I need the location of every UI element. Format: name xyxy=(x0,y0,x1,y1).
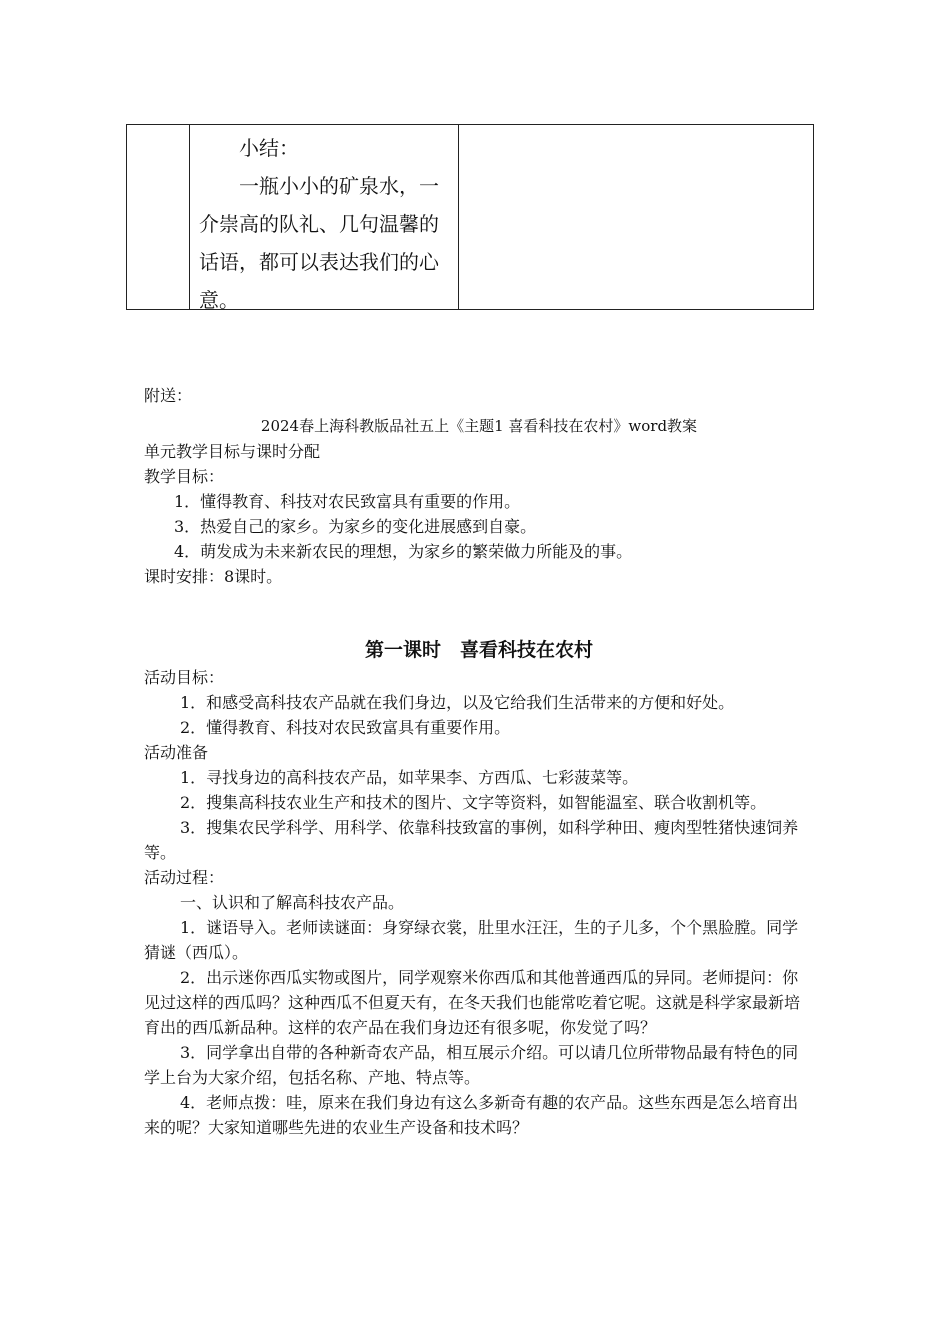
summary-text: 一瓶小小的矿泉水，一介崇高的队礼、几句温馨的话语，都可以表达我们的心意。 xyxy=(199,174,439,312)
process-item: 3．同学拿出自带的各种新奇农产品，相互展示介绍。可以请几位所带物品最有特色的同学上台为大家介绍，包括名称、产地、特点等。 xyxy=(144,1043,799,1087)
table-cell-empty xyxy=(459,125,813,309)
process-item: 一、认识和了解高科技农产品。 xyxy=(180,893,405,912)
goal-item: 3．热爱自己的家乡。为家乡的变化进展感到自豪。 xyxy=(174,517,537,536)
unit-heading: 单元教学目标与课时分配 xyxy=(144,442,321,461)
prep-label: 活动准备 xyxy=(144,743,209,762)
schedule-text: 课时安排：8课时。 xyxy=(144,567,283,586)
activity-goal-item: 1．和感受高科技农产品就在我们身边，以及它给我们生活带来的方便和好处。 xyxy=(180,693,735,712)
goal-item: 4．萌发成为未来新农民的理想，为家乡的繁荣做力所能及的事。 xyxy=(174,542,633,561)
process-item: 1．谜语导入。老师读谜面：身穿绿衣裳，肚里水汪汪，生的子儿多，个个黑脸膛。同学猜谜（西瓜）。 xyxy=(144,918,799,962)
goal-item: 1．懂得教育、科技对农民致富具有重要的作用。 xyxy=(174,492,521,511)
lesson-table xyxy=(126,124,814,310)
table-cell-summary xyxy=(189,125,459,312)
process-item: 4．老师点拨：哇，原来在我们身边有这么多新奇有趣的农产品。这些东西是怎么培育出来的呢？大家知道哪些先进的农业生产设备和技术吗？ xyxy=(144,1093,799,1137)
document-body xyxy=(144,414,814,589)
lesson-section xyxy=(144,635,814,1140)
appendix-label: 附送： xyxy=(144,386,193,405)
table-cell-blank xyxy=(127,125,190,309)
prep-item: 1．寻找身边的高科技农产品，如苹果李、方西瓜、七彩菠菜等。 xyxy=(180,768,639,787)
process-item: 2．出示迷你西瓜实物或图片，同学观察米你西瓜和其他普通西瓜的异同。老师提问：你见过这样的西瓜吗？这种西瓜不但夏天有，在冬天我们也能常吃着它呢。这就是科学家最新培育出的西瓜新品种。这样的农产品在我们身边还有很多呢，你发觉了吗？ xyxy=(144,968,801,1037)
summary-title: 小结： xyxy=(239,136,299,160)
activity-goal-item: 2．懂得教育、科技对农民致富具有重要作用。 xyxy=(180,718,511,737)
activity-goals-label: 活动目标： xyxy=(144,668,225,687)
appendix-section xyxy=(144,383,814,408)
document-title: 2024春上海科教版品社五上《主题1 喜看科技在农村》word教案 xyxy=(260,417,698,435)
prep-item: 3．搜集农民学科学、用科学、依靠科技致富的事例，如科学种田、瘦肉型牲猪快速饲养等。 xyxy=(144,818,799,862)
prep-item: 2．搜集高科技农业生产和技术的图片、文字等资料，如智能温室、联合收割机等。 xyxy=(180,793,767,812)
process-label: 活动过程： xyxy=(144,868,225,887)
lesson-title: 第一课时 喜看科技在农村 xyxy=(364,639,593,661)
goals-label: 教学目标： xyxy=(144,467,225,486)
